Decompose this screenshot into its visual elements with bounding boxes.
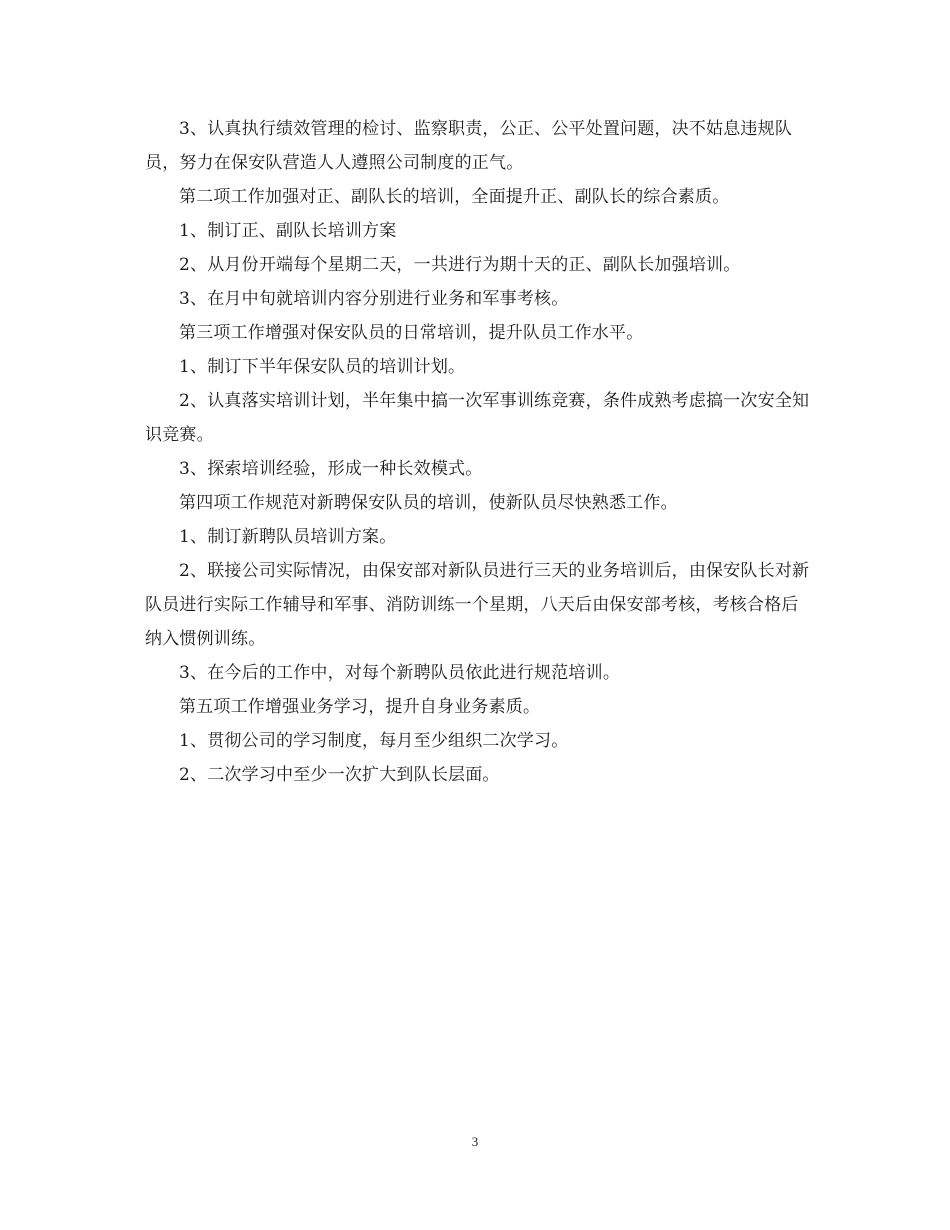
page-number: 3 xyxy=(471,1134,479,1149)
paragraph: 3、在月中旬就培训内容分别进行业务和军事考核。 xyxy=(179,289,569,309)
paragraph: 2、二次学习中至少一次扩大到队长层面。 xyxy=(179,765,500,785)
document-body xyxy=(145,112,815,792)
paragraph: 第三项工作增强对保安队员的日常培训，提升队员工作水平。 xyxy=(179,323,644,343)
paragraph: 1、制订新聘队员培训方案。 xyxy=(179,527,397,547)
paragraph: 3、探索培训经验，形成一种长效模式。 xyxy=(179,459,483,479)
paragraph: 3、认真执行绩效管理的检讨、监察职责，公正、公平处置问题，决不姑息违规队员，努力在保安队营造人人遵照公司制度的正气。 xyxy=(145,119,793,173)
paragraph: 2、联接公司实际情况，由保安部对新队员进行三天的业务培训后，由保安队长对新队员进行实际工作辅导和军事、消防训练一个星期，八天后由保安部考核，考核合格后纳入惯例训练。 xyxy=(145,561,810,649)
paragraph: 1、贯彻公司的学习制度，每月至少组织二次学习。 xyxy=(179,731,569,751)
paragraph: 2、认真落实培训计划，半年集中搞一次军事训练竞赛，条件成熟考虑搞一次安全知识竞赛。 xyxy=(145,391,810,445)
paragraph: 第二项工作加强对正、副队长的培训，全面提升正、副队长的综合素质。 xyxy=(179,187,730,207)
paragraph: 第五项工作增强业务学习，提升自身业务素质。 xyxy=(179,697,541,717)
paragraph: 3、在今后的工作中，对每个新聘队员依此进行规范培训。 xyxy=(179,663,621,683)
paragraph: 第四项工作规范对新聘保安队员的培训，使新队员尽快熟悉工作。 xyxy=(179,493,678,513)
paragraph: 1、制订下半年保安队员的培训计划。 xyxy=(179,357,466,377)
paragraph: 1、制订正、副队长培训方案 xyxy=(179,221,397,241)
paragraph: 2、从月份开端每个星期二天，一共进行为期十天的正、副队长加强培训。 xyxy=(179,255,741,275)
